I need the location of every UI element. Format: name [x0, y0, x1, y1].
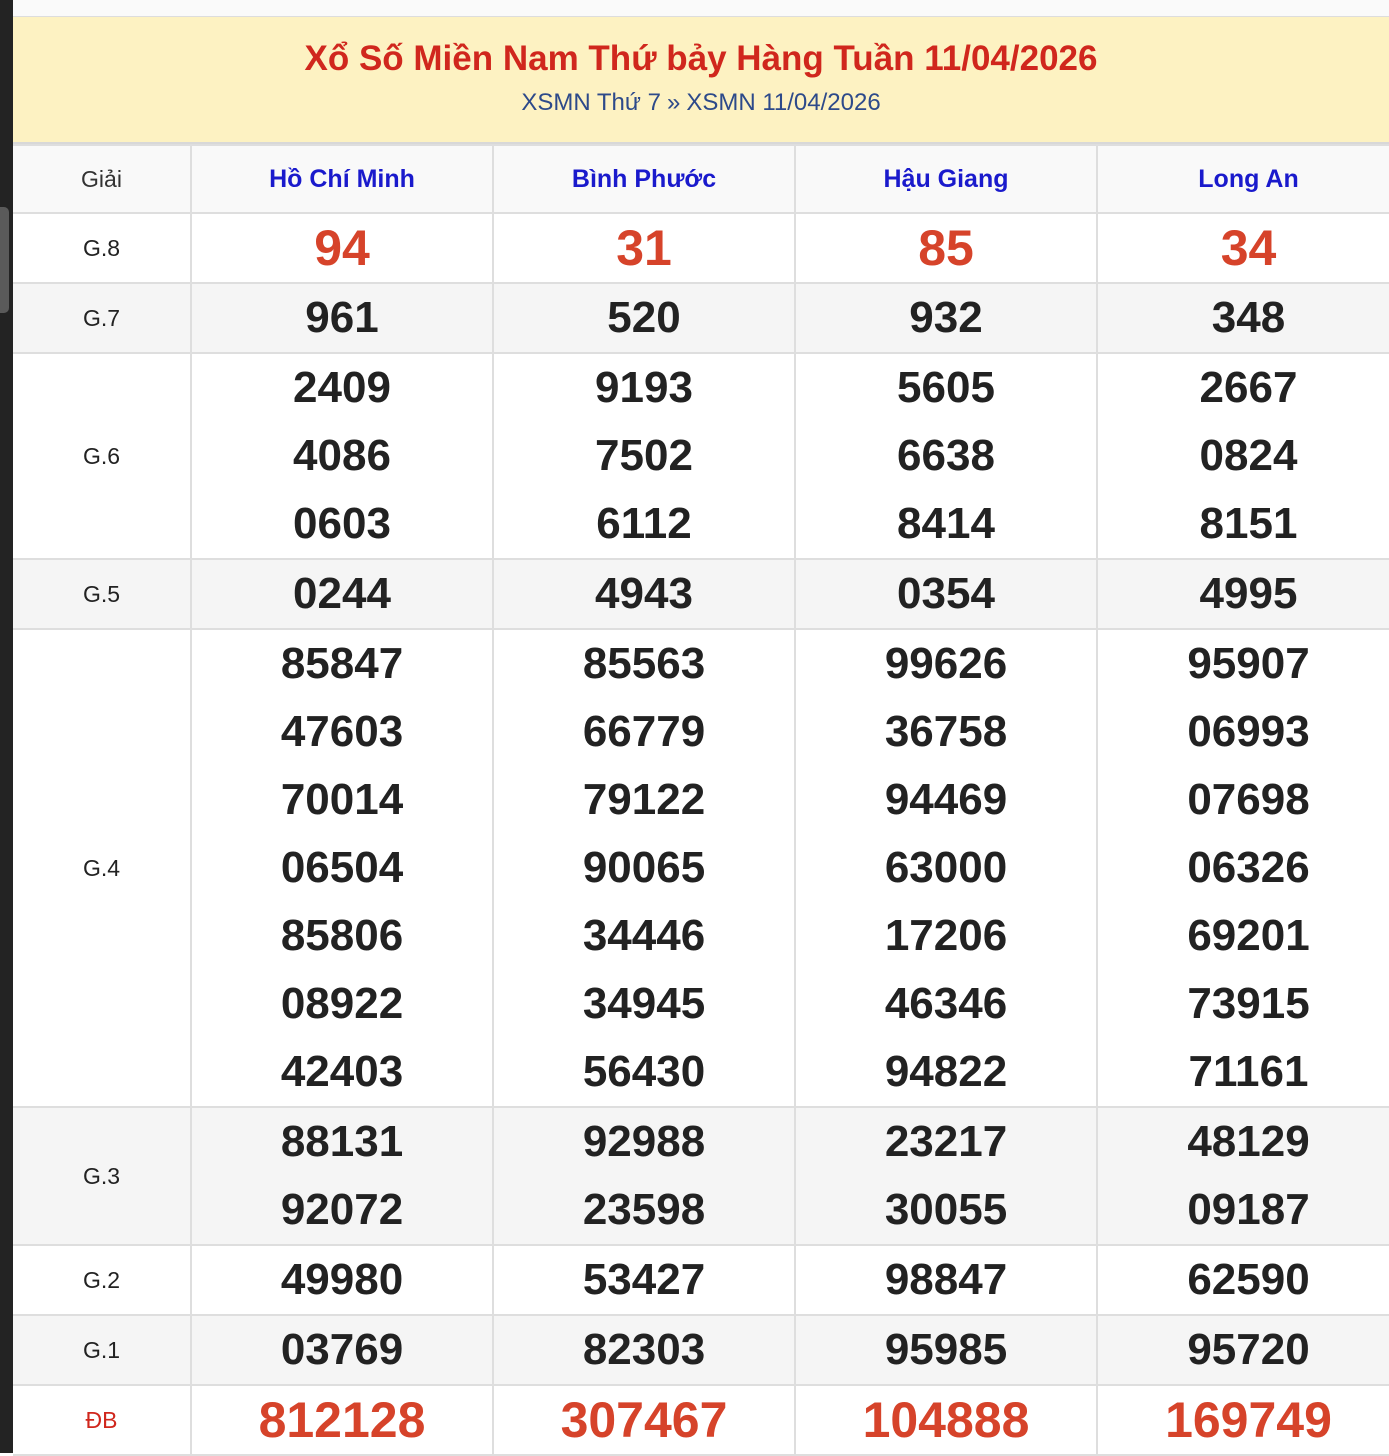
- prize-cell: [795, 353, 1097, 559]
- winning-number: 06993: [1187, 707, 1310, 756]
- prize-cell: [1097, 1107, 1389, 1245]
- winning-number: 8151: [1199, 499, 1298, 548]
- prize-row-g7: [13, 283, 1389, 353]
- winning-number: 5605: [897, 363, 995, 412]
- winning-number: 932: [909, 293, 983, 342]
- winning-number: 48129: [1187, 1117, 1310, 1166]
- table-header-row: [13, 145, 1389, 213]
- winning-number: 34945: [582, 979, 706, 1028]
- winning-number: 6112: [596, 499, 692, 548]
- prize-row-g5: [13, 559, 1389, 629]
- winning-number: 49980: [280, 1255, 404, 1304]
- prize-cell: [191, 1245, 493, 1315]
- prize-cell: [795, 559, 1097, 629]
- results-page: [13, 0, 1389, 1453]
- winning-number: 53427: [582, 1255, 706, 1304]
- prize-cell: [795, 1315, 1097, 1385]
- prize-label: G.7: [13, 283, 191, 353]
- winning-number: 90065: [582, 843, 706, 892]
- winning-number: 95720: [1187, 1325, 1310, 1374]
- prize-cell: [1097, 1315, 1389, 1385]
- breadcrumb-link-date[interactable]: XSMN 11/04/2026: [686, 89, 881, 116]
- breadcrumb-link-weekday[interactable]: XSMN Thứ 7: [521, 89, 661, 116]
- prize-label: G.3: [13, 1107, 191, 1245]
- prize-row-g6: [13, 353, 1389, 559]
- prize-cell: [493, 1245, 795, 1315]
- winning-number: 85806: [280, 911, 404, 960]
- winning-number: 23598: [582, 1185, 706, 1234]
- winning-number: 46346: [884, 979, 1008, 1028]
- prize-cell: [1097, 629, 1389, 1107]
- prize-cell: [795, 283, 1097, 353]
- winning-number: 36758: [884, 707, 1008, 756]
- winning-number: 92072: [280, 1185, 404, 1234]
- winning-number: 6638: [897, 431, 995, 480]
- prize-row-g1: [13, 1315, 1389, 1385]
- prize-cell: [493, 353, 795, 559]
- prize-label: G.4: [13, 629, 191, 1107]
- winning-number: 66779: [582, 707, 706, 756]
- winning-number: 95907: [1187, 639, 1310, 688]
- prize-cell: [1097, 353, 1389, 559]
- winning-number: 812128: [258, 1392, 426, 1448]
- winning-number: 09187: [1187, 1185, 1310, 1234]
- prize-cell: [795, 629, 1097, 1107]
- prize-cell: [191, 213, 493, 283]
- prize-label: G.5: [13, 559, 191, 629]
- prize-cell: [1097, 559, 1389, 629]
- prize-cell: [795, 1245, 1097, 1315]
- winning-number: 169749: [1165, 1392, 1332, 1448]
- winning-number: 63000: [884, 843, 1008, 892]
- winning-number: 4943: [595, 569, 693, 618]
- prize-column-header: Giải: [13, 145, 191, 213]
- winning-number: 520: [607, 293, 681, 342]
- prize-cell: [191, 559, 493, 629]
- prize-label: G.2: [13, 1245, 191, 1315]
- winning-number: 307467: [560, 1392, 728, 1448]
- winning-number: 9193: [595, 363, 693, 412]
- prize-cell: [493, 1385, 795, 1455]
- winning-number: 31: [616, 220, 672, 276]
- winning-number: 99626: [884, 639, 1008, 688]
- winning-number: 95985: [884, 1325, 1008, 1374]
- winning-number: 85: [918, 220, 974, 276]
- prize-label: G.1: [13, 1315, 191, 1385]
- winning-number: 98847: [884, 1255, 1008, 1304]
- winning-number: 4995: [1199, 569, 1298, 618]
- winning-number: 0603: [293, 499, 391, 548]
- winning-number: 06504: [280, 843, 404, 892]
- prize-label: G.6: [13, 353, 191, 559]
- winning-number: 56430: [582, 1047, 706, 1096]
- winning-number: 0824: [1199, 431, 1298, 480]
- winning-number: 34: [1220, 220, 1277, 276]
- prize-row-g2: [13, 1245, 1389, 1315]
- winning-number: 94: [314, 220, 370, 276]
- winning-number: 94469: [884, 775, 1008, 824]
- winning-number: 85847: [280, 639, 404, 688]
- prize-row-g8: [13, 213, 1389, 283]
- prize-cell: [191, 1315, 493, 1385]
- prize-label: ĐB: [13, 1385, 191, 1455]
- winning-number: 62590: [1187, 1255, 1310, 1304]
- winning-number: 8414: [897, 499, 995, 548]
- prize-cell: [795, 213, 1097, 283]
- winning-number: 94822: [884, 1047, 1008, 1096]
- prize-cell: [493, 213, 795, 283]
- page-title: Xổ Số Miền Nam Thứ bảy Hàng Tuần 11/04/2026: [304, 39, 1098, 78]
- prize-cell: [493, 629, 795, 1107]
- prize-cell: [1097, 1245, 1389, 1315]
- winning-number: 03769: [280, 1325, 404, 1374]
- winning-number: 88131: [280, 1117, 404, 1166]
- winning-number: 82303: [582, 1325, 706, 1374]
- province-header-ho-chi-minh[interactable]: Hồ Chí Minh: [191, 145, 493, 213]
- winning-number: 2409: [293, 363, 391, 412]
- results-body: [13, 213, 1389, 1455]
- winning-number: 42403: [280, 1047, 404, 1096]
- province-header-binh-phuoc[interactable]: Bình Phước: [493, 145, 795, 213]
- winning-number: 348: [1211, 293, 1286, 342]
- winning-number: 79122: [582, 775, 706, 824]
- left-window-edge: [0, 0, 13, 1453]
- winning-number: 47603: [280, 707, 404, 756]
- prize-cell: [1097, 213, 1389, 283]
- winning-number: 06326: [1187, 843, 1310, 892]
- winning-number: 2667: [1199, 363, 1298, 412]
- winning-number: 07698: [1187, 775, 1310, 824]
- prize-cell: [795, 1385, 1097, 1455]
- winning-number: 85563: [582, 639, 706, 688]
- prize-cell: [795, 1107, 1097, 1245]
- winning-number: 34446: [582, 911, 706, 960]
- winning-number: 961: [305, 293, 379, 342]
- breadcrumb: [13, 89, 1389, 117]
- prize-cell: [1097, 283, 1389, 353]
- province-header-hau-giang[interactable]: Hậu Giang: [795, 145, 1097, 213]
- prize-cell: [493, 1315, 795, 1385]
- winning-number: 92988: [582, 1117, 706, 1166]
- results-table: [13, 144, 1389, 1456]
- winning-number: 17206: [884, 911, 1008, 960]
- province-header-long-an[interactable]: Long An: [1097, 145, 1389, 213]
- winning-number: 71161: [1188, 1047, 1309, 1096]
- prize-cell: [191, 283, 493, 353]
- prize-cell: [493, 559, 795, 629]
- winning-number: 69201: [1187, 911, 1310, 960]
- prize-cell: [493, 283, 795, 353]
- top-spacer: [13, 0, 1389, 17]
- winning-number: 0354: [897, 569, 995, 618]
- prize-cell: [191, 1107, 493, 1245]
- winning-number: 0244: [293, 569, 391, 618]
- prize-row-db: [13, 1385, 1389, 1455]
- winning-number: 4086: [293, 431, 391, 480]
- prize-cell: [191, 629, 493, 1107]
- prize-row-g4: [13, 629, 1389, 1107]
- winning-number: 70014: [280, 775, 404, 824]
- prize-row-g3: [13, 1107, 1389, 1245]
- breadcrumb-separator: »: [666, 89, 681, 116]
- winning-number: 30055: [884, 1185, 1008, 1234]
- scrollbar-thumb[interactable]: [0, 207, 9, 313]
- prize-cell: [1097, 1385, 1389, 1455]
- prize-cell: [493, 1107, 795, 1245]
- winning-number: 104888: [862, 1392, 1030, 1448]
- prize-cell: [191, 353, 493, 559]
- winning-number: 23217: [884, 1117, 1008, 1166]
- prize-cell: [191, 1385, 493, 1455]
- winning-number: 73915: [1187, 979, 1310, 1028]
- prize-label: G.8: [13, 213, 191, 283]
- winning-number: 08922: [280, 979, 404, 1028]
- results-header: [13, 17, 1389, 144]
- winning-number: 7502: [595, 431, 693, 480]
